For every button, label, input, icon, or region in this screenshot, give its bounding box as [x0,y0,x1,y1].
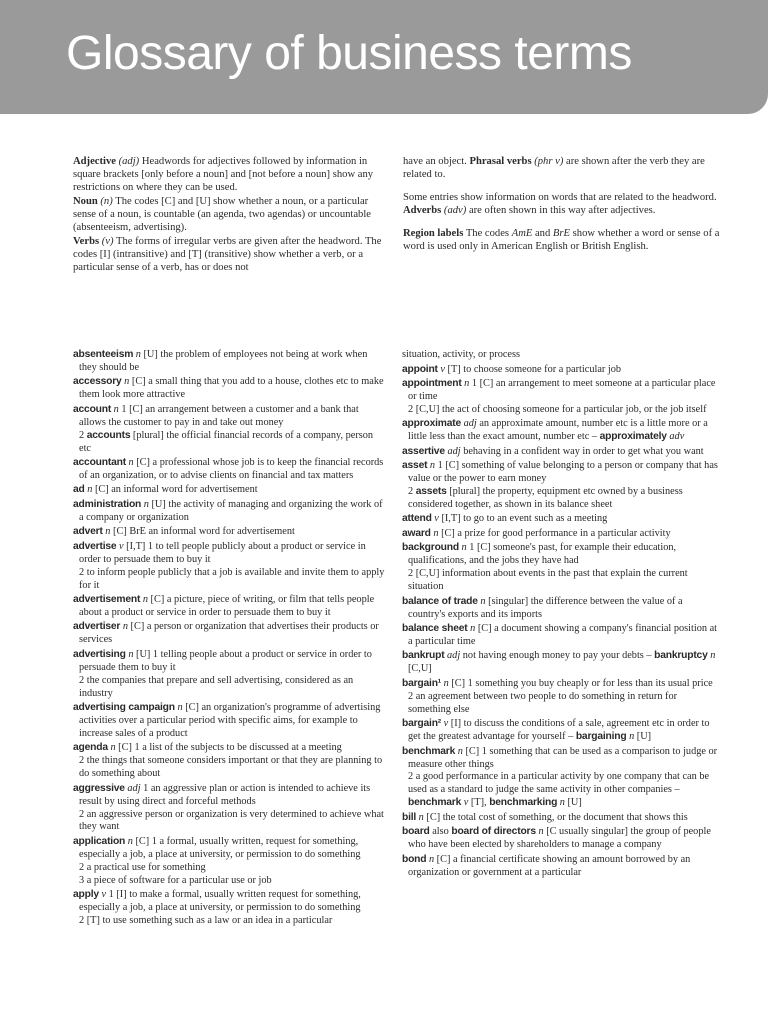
part-of-speech: v [434,513,439,525]
headword: advertise [73,540,117,552]
sense-line: 2 the companies that prepare and sell advertising, considered as an industry [79,674,354,699]
glossary-entry [73,742,385,781]
definition: [C] 1 something that can be used as a comparison to judge or measure other things [408,745,718,770]
definition: behaving in a confident way in order to get what you want [463,445,704,457]
glossary-entry [73,376,385,402]
part-of-speech: n [87,484,93,496]
glossary-entry [402,418,720,444]
part-of-speech: adj [463,418,477,430]
definition: [singular] the difference between the value of a country's exports and its imports [408,595,683,620]
related-part-of-speech: n [559,797,565,809]
sense-line: 2 a good performance in a particular activity by one company that can be used as a standard to judge the same activity in other companies – benchmark v [T], benchmarking n [U] [408,771,710,809]
definition: [T] to choose someone for a particular job [447,363,622,375]
definition: [C] the total cost of something, or the document that shows this [426,811,688,823]
definition: [C] a person or organization that advertises their products or services [79,621,379,646]
part-of-speech: n [429,460,436,472]
part-of-speech: v [119,540,124,552]
glossary-entry [402,678,720,717]
definition: 1 [I] to make a formal, usually written request for something, especially a job, a place at university, or permission to do something [79,889,361,914]
title-banner [0,0,768,114]
definition: [I] to discuss the conditions of a sale, agreement etc in order to get the greatest advantage for yourself – [408,718,710,743]
part-of-speech: n [464,378,470,389]
headword: advertisement [73,594,141,606]
related-part-of-speech: n [629,731,635,743]
part-of-speech: n [143,498,149,510]
headword: appointment [402,378,462,389]
definition: [U] 1 telling people about a product or service in order to persuade them to buy it [79,648,372,673]
glossary-entry [73,541,385,593]
definition: [I,T] 1 to tell people publicly about a product or service in order to persuade them to buy it [79,540,366,565]
part-of-speech: n [480,595,486,607]
related-headword: benchmark [408,797,462,809]
glossary-entry [402,513,720,526]
glossary-entry [73,836,385,888]
glossary-entry [402,812,720,825]
headword: accessory [73,376,122,388]
glossary-entry [73,889,385,928]
part-of-speech: adj [447,650,461,662]
headword: appoint [402,363,438,375]
headword: accountant [73,457,126,469]
part-of-speech: v [440,363,445,375]
headword: account [73,403,112,415]
headword: bankrupt [402,650,445,662]
headword: advertising [73,648,126,660]
related-definition: [plural] the official financial records of a company, person etc [79,429,374,454]
intro-phrasal-verbs: have an object. Phrasal verbs (phr v) are shown after the verb they are related to. [403,156,705,180]
part-of-speech: n [110,742,116,754]
definition: [I,T] to go to an event such as a meeting [441,513,608,525]
headword: advertising campaign [73,702,175,714]
sense-line: 2 the things that someone considers important or that they are planning to do something about [79,755,383,780]
definition: [C] a small thing that you add to a house, clothes etc to make them look more attractive [79,376,384,401]
headword: advert [73,526,103,538]
headword: ad [73,484,85,496]
glossary-entry [402,718,720,744]
glossary-entry [73,457,385,483]
related-headword: benchmarking [489,797,558,809]
part-of-speech: n [433,527,439,539]
sense-line: 2 an aggressive person or organization is very determined to achieve what they want [79,808,384,833]
definition: [C] a document showing a company's financial position at a particular time [408,623,718,647]
part-of-speech: n [124,376,130,388]
definition: 1 [C] an arrangement to meet someone at a particular place or time [408,378,716,402]
related-headword: accounts [86,429,131,441]
part-of-speech: n [457,745,463,757]
part-of-speech: n [177,702,183,714]
related-headword: bargaining [575,731,627,743]
part-of-speech: n [135,349,141,360]
glossary-entry [73,594,385,620]
glossary-right-column [402,349,720,881]
glossary-entry [73,783,385,835]
related-definition: [T], [470,797,487,809]
headword: application [73,835,126,847]
related-definition: [U] [567,797,582,809]
definition: [C] an informal word for advertisement [94,484,258,496]
headword: bargain² [402,718,442,730]
sense-line: 2 [C,U] information about events in the past that explain the current situation [408,568,688,593]
connector-text: also [432,826,449,838]
intro-noun: Noun (n) The codes [C] and [U] show whether a noun, or a particular sense of a noun, is countable (an agenda, two agendas) or uncountable (absenteeism, advertising). [73,196,371,233]
glossary-entry [402,596,720,622]
sense-line [408,486,720,512]
sense-number: 2 [408,486,414,498]
definition: [C] a financial certificate showing an amount borrowed by an organization or government at a particular [408,853,691,878]
headword-alt: board of directors [451,826,536,838]
headword: bond [402,853,427,865]
glossary-entry [73,621,385,647]
glossary-entry [73,499,385,525]
definition: [U] the activity of managing and organizing the work of a company or organization [79,498,383,523]
headword: board [402,826,430,838]
part-of-speech: n [538,826,544,838]
headword: bargain¹ [402,677,442,689]
related-part-of-speech: n [710,650,716,662]
glossary-entry [402,650,720,676]
glossary-left-column [73,349,385,929]
glossary-entry [73,349,385,375]
headword: absenteeism [73,349,134,360]
definition: [C] 1 something you buy cheaply or for less than its usual price [451,677,713,689]
glossary-entry [73,702,385,741]
related-definition: [plural] the property, equipment etc owned by a business considered together, as shown in its balance sheet [408,486,683,510]
headword: balance sheet [402,623,468,635]
definition: [C usually singular] the group of people who have been elected by shareholders to manage a company [408,826,711,851]
headword: background [402,542,459,554]
glossary-entry [402,542,720,594]
part-of-speech: adj [127,782,141,794]
part-of-speech: n [461,542,467,554]
sense-line: 2 to inform people publicly that a job is available and invite them to apply for it [79,566,385,591]
part-of-speech: adj [447,445,461,457]
headword: balance of trade [402,595,478,607]
part-of-speech: n [142,594,148,606]
glossary-entry [402,349,720,362]
part-of-speech: n [128,457,134,469]
glossary-entry [402,364,720,377]
intro-adjective: Adjective (adj) Headwords for adjectives followed by information in square brackets [only before a noun] and [not before a noun] show any restrictions on where they can be used. [73,156,374,193]
definition: [C] a prize for good performance in a particular activity [441,527,671,539]
headword: asset [402,460,428,472]
intro-adverbs: Some entries show information on words that are related to the headword. Adverbs (adv) are often shown in this way after adjectives. [403,192,717,216]
part-of-speech: n [428,853,435,865]
page-title: Glossary of business terms [66,27,632,80]
sense-number: 2 [79,429,85,441]
part-of-speech: v [101,889,107,901]
glossary-entry [402,854,720,880]
part-of-speech: n [443,677,449,689]
related-definition: [U] [636,731,652,743]
related-headword: assets [415,486,447,498]
glossary-entry [73,404,385,456]
part-of-speech: v [443,718,449,730]
definition: [C] BrE an informal word for advertisement [113,526,295,538]
intro-left-column [73,155,391,275]
headword: attend [402,513,432,525]
glossary-entry [73,526,385,539]
related-headword: approximately [599,431,667,443]
part-of-speech: n [127,835,133,847]
definition: [C] a picture, piece of writing, or film that tells people about a product or service in order to persuade them to buy it [79,594,375,618]
glossary-entry [402,528,720,541]
part-of-speech: n [113,403,119,415]
definition: 1 [C] something of value belonging to a person or company that has value or the power to earn money [408,460,718,485]
part-of-speech: n [122,621,128,633]
sense-line: 3 a piece of software for a particular use or job [79,874,272,886]
headword: agenda [73,742,108,754]
glossary-entry [402,460,720,512]
definition: [C] 1 a list of the subjects to be discussed at a meeting [118,742,342,754]
headword: apply [73,889,99,901]
glossary-entry [402,623,720,649]
glossary-entry [73,484,385,497]
definition: 1 [C] an arrangement between a customer and a bank that allows the customer to pay in and take out money [79,403,359,428]
part-of-speech: n [105,526,111,538]
headword: bill [402,811,417,823]
headword: advertiser [73,621,121,633]
definition: [C] 1 a formal, usually written, request for something, especially a job, a place at university, or permission to do something [79,835,361,860]
headword: assertive [402,445,445,457]
sense-line: 2 [C,U] the act of choosing someone for a particular job, or the job itself [408,403,707,415]
definition: [C] a professional whose job is to keep the financial records of an organization, or to advise clients on financial and tax matters [79,457,384,481]
part-of-speech: n [418,811,424,823]
continuation-text: situation, activity, or process [402,349,521,360]
headword: aggressive [73,782,125,794]
related-headword: bankruptcy [654,650,708,662]
headword: benchmark [402,745,456,757]
glossary-entry [402,446,720,459]
definition: an approximate amount, number etc is a little more or a little less than the exact amount, number etc – [408,418,708,443]
glossary-entry [402,826,720,852]
glossary-entry [402,378,720,417]
intro-region-labels: Region labels The codes AmE and BrE show whether a word or sense of a word is used only in American English or British English. [403,228,720,252]
sense-line [79,430,385,456]
intro-right-column [403,155,723,254]
headword: administration [73,498,142,510]
definition: [C] an organization's programme of advertising activities over a particular period with specific aims, for example to increase sales of a product [79,702,381,739]
related-part-of-speech: adv [669,431,685,443]
headword: approximate [402,418,462,430]
definition: 1 an aggressive plan or action is intended to achieve its result by using direct and forceful methods [79,782,371,807]
glossary-entry [402,746,720,811]
definition: [U] the problem of employees not being at work when they should be [79,349,368,373]
related-part-of-speech: v [463,797,469,809]
definition: 1 [C] someone's past, for example their education, qualifications, and the jobs they have had [408,542,677,567]
headword: award [402,527,431,539]
intro-verbs: Verbs (v) The forms of irregular verbs are given after the headword. The codes [I] (intransitive) and [T] (transitive) show whether a verb, or a particular sense of a verb, has or does not [73,236,382,273]
part-of-speech: n [470,623,476,635]
related-definition: [C,U] [408,663,432,675]
glossary-entry [73,649,385,701]
sense-line: 2 [T] to use something such as a law or an idea in a particular [79,914,333,926]
sense-line: 2 a practical use for something [79,861,206,873]
part-of-speech: n [128,648,134,660]
sense-line: 2 an agreement between two people to do something in return for something else [408,690,678,715]
definition: not having enough money to pay your debts – [462,650,652,662]
